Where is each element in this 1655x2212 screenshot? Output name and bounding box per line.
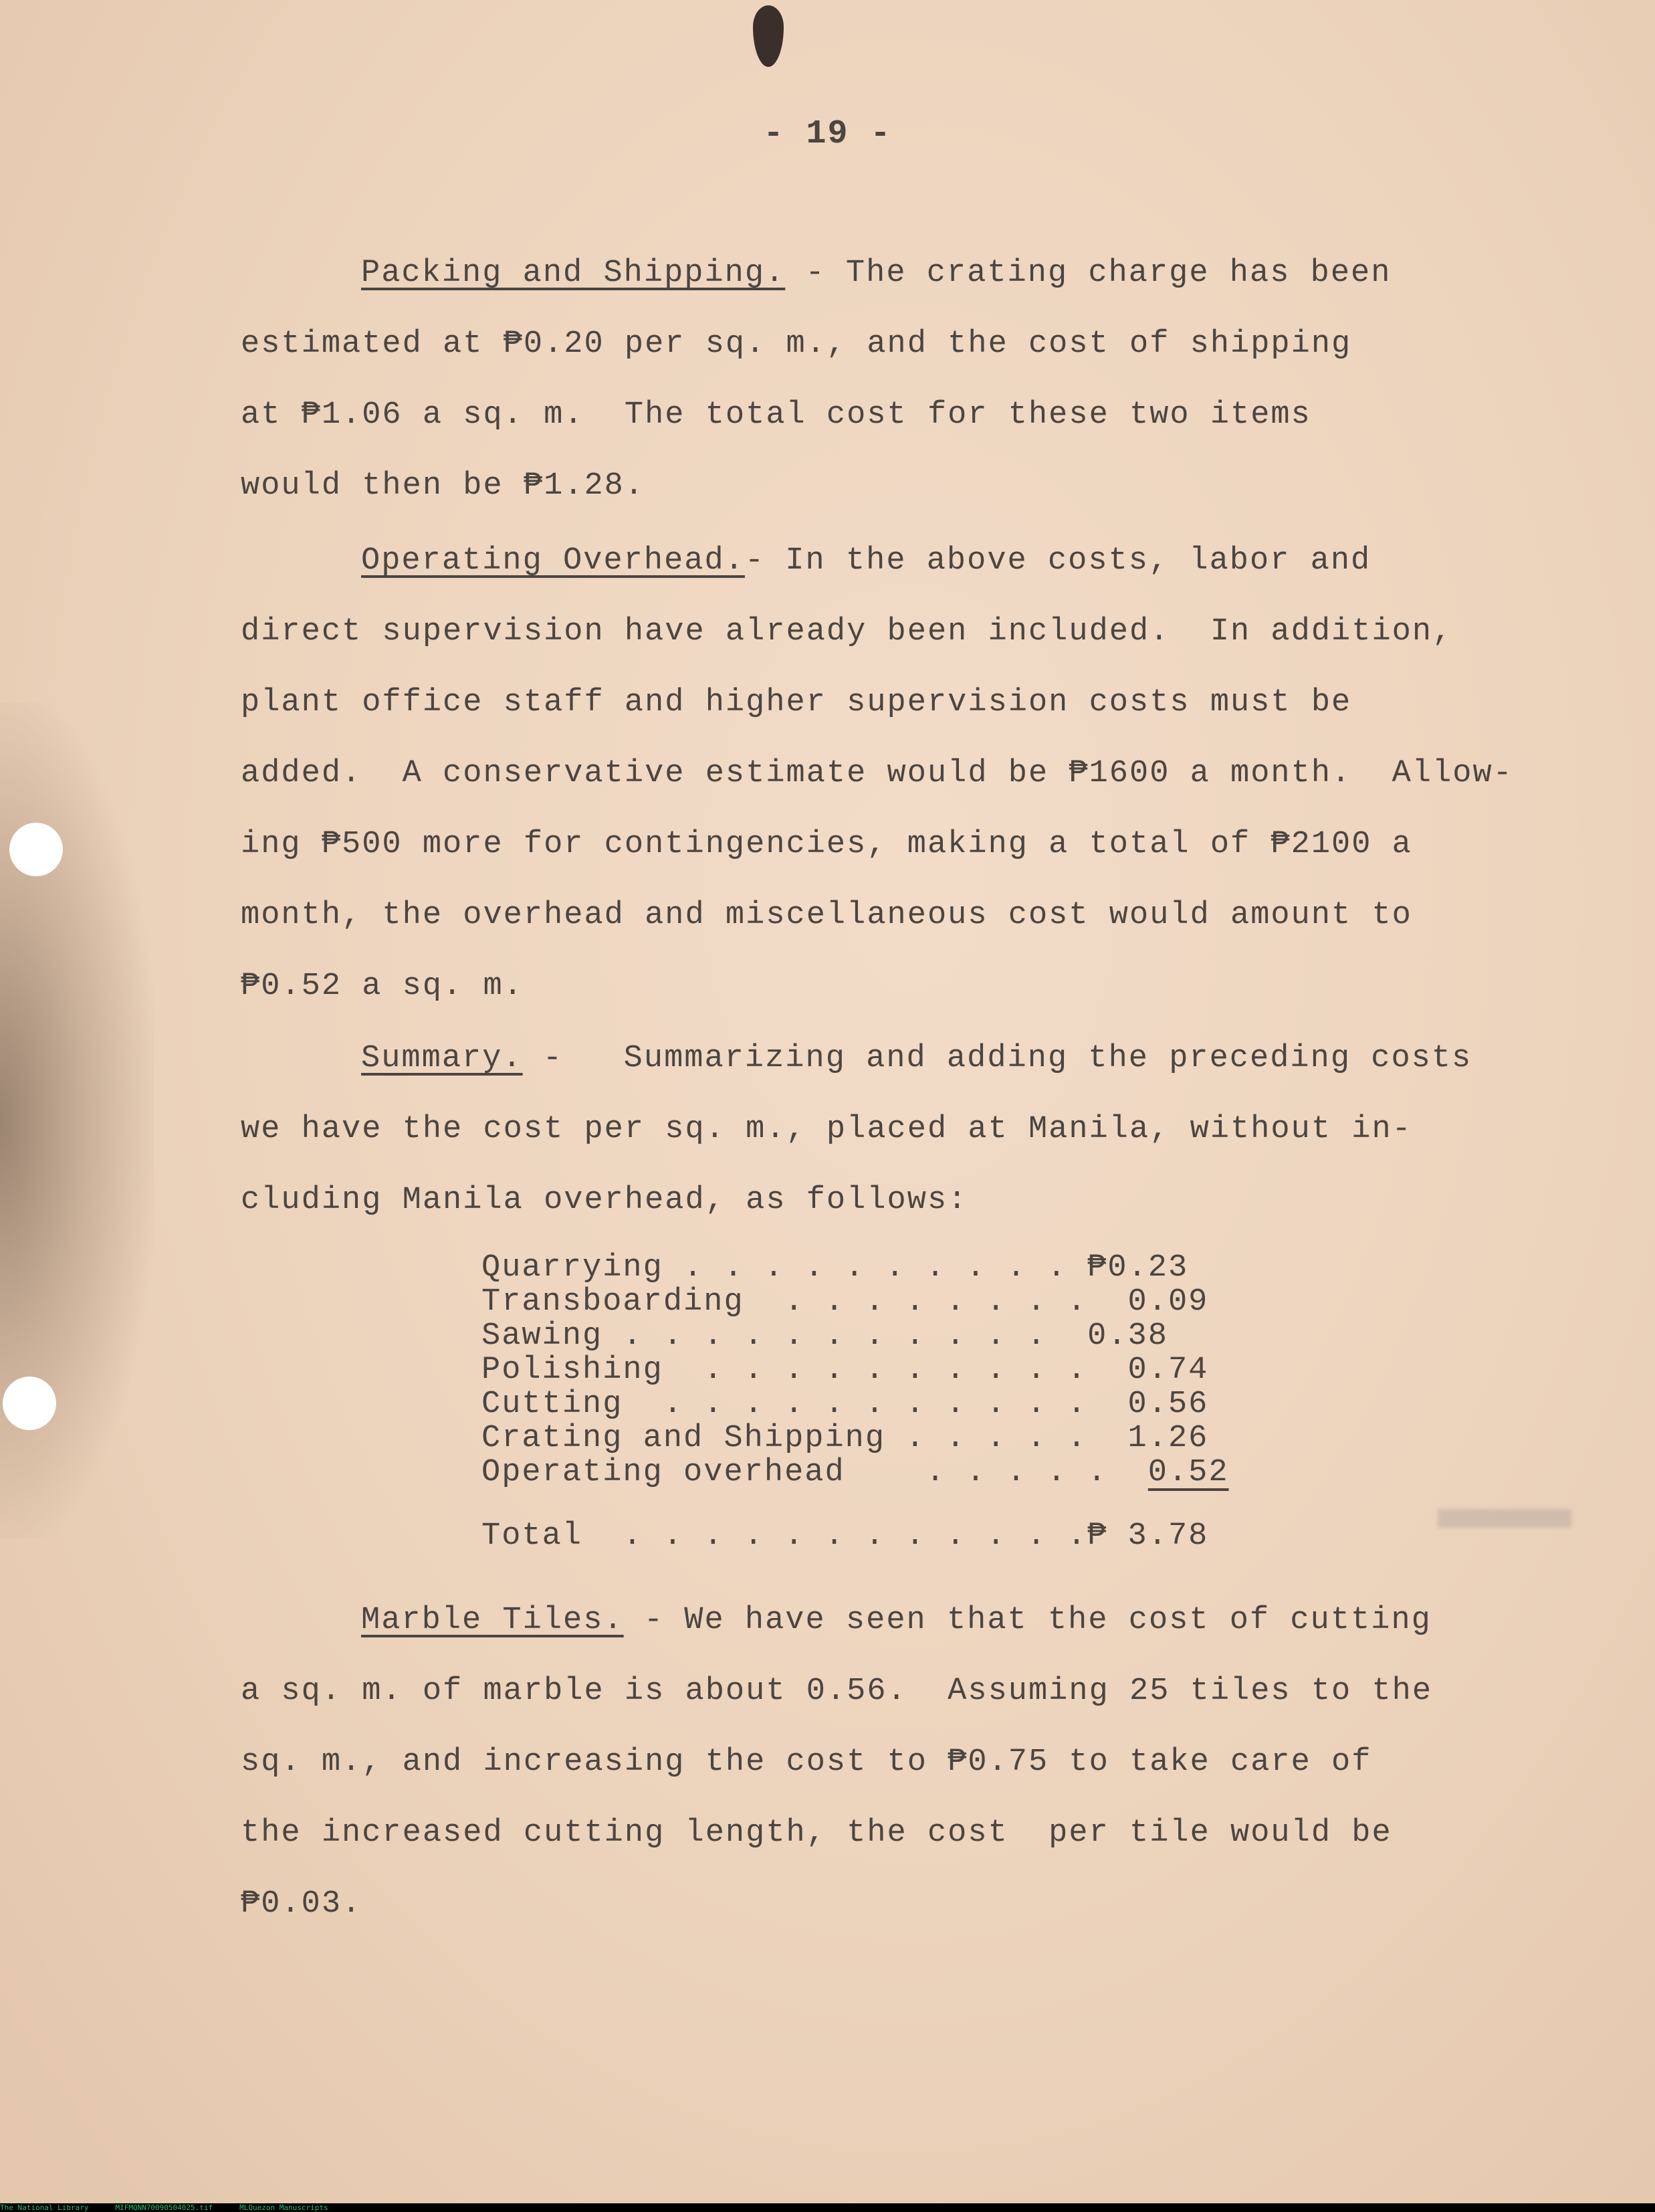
page-number: - 19 - <box>763 115 892 153</box>
footer-library: The National Library <box>0 2203 89 2212</box>
total-row <box>481 1519 1217 1553</box>
overhead-line: month, the overhead and miscellaneous cost would amount to <box>241 898 1412 933</box>
row-amount: 0.74 <box>1127 1352 1209 1388</box>
table-row: Operating overhead . . . . . 0.52 <box>481 1455 1229 1490</box>
summary-section <box>241 1023 1511 1236</box>
summary-line: cluding Manila overhead, as follows: <box>241 1183 968 1218</box>
row-amount: 0.52 <box>1147 1455 1229 1490</box>
row-amount: 1.26 <box>1127 1421 1209 1456</box>
tiles-line: the increased cutting length, the cost per tile would be <box>241 1815 1392 1851</box>
tiles-line: ₱0.03. <box>241 1886 362 1922</box>
packing-heading: Packing and Shipping. <box>361 256 786 291</box>
cost-table <box>481 1250 1229 1554</box>
summary-heading: Summary. <box>361 1041 523 1076</box>
packing-line: at ₱1.06 a sq. m. The total cost for these two items <box>241 397 1311 433</box>
paper-tear <box>753 5 784 67</box>
row-amount: ₱0.23 <box>1087 1250 1189 1286</box>
overhead-section <box>241 526 1511 1022</box>
table-row: Sawing . . . . . . . . . . . 0.38 <box>481 1318 1168 1354</box>
overhead-line: ₱0.52 a sq. m. <box>241 969 524 1004</box>
tiles-line: sq. m., and increasing the cost to ₱0.75 to take care of <box>241 1744 1372 1780</box>
packing-line: would then be ₱1.28. <box>241 468 645 504</box>
punch-hole <box>3 1377 56 1430</box>
overhead-heading: Operating Overhead. <box>361 543 745 579</box>
overhead-line: ing ₱500 more for contingencies, making a total of ₱2100 a <box>241 827 1412 862</box>
overhead-line: plant office staff and higher supervision costs must be <box>241 685 1352 720</box>
row-amount: 0.09 <box>1127 1284 1209 1320</box>
table-row: Cutting . . . . . . . . . . . 0.56 <box>481 1387 1209 1422</box>
overhead-line: Operating Overhead.- In the above costs, labor and <box>361 543 1371 579</box>
scan-footer <box>0 2203 1655 2212</box>
packing-line: estimated at ₱0.20 per sq. m., and the cost of shipping <box>241 326 1352 362</box>
faint-stamp <box>1438 1509 1571 1528</box>
tiles-heading: Marble Tiles. <box>361 1603 624 1638</box>
tiles-line: a sq. m. of marble is about 0.56. Assuming 25 tiles to the <box>241 1674 1433 1709</box>
punch-hole <box>9 823 63 876</box>
overhead-line: added. A conservative estimate would be ₱1600 a month. Allow- <box>241 756 1513 791</box>
tiles-section <box>241 1585 1511 1940</box>
packing-section <box>241 238 1511 522</box>
packing-line: Packing and Shipping. - The crating charge has been <box>361 256 1392 291</box>
tiles-line: Marble Tiles. - We have seen that the cost of cutting <box>361 1603 1432 1638</box>
footer-file: MIFMQNN70090504025.tif <box>115 2203 213 2212</box>
total-label: Total . . . . . . . . . . . . <box>481 1518 1088 1554</box>
summary-line: we have the cost per sq. m., placed at Manila, without in- <box>241 1112 1412 1147</box>
table-row: Quarrying . . . . . . . . . . ₱0.23 <box>481 1250 1189 1286</box>
summary-line: Summary. - Summarizing and adding the preceding costs <box>361 1041 1472 1076</box>
table-row: Polishing . . . . . . . . . . 0.74 <box>481 1352 1209 1388</box>
footer-collection: MLQuezon Manuscripts <box>239 2203 328 2212</box>
total-amount: ₱ 3.78 <box>1087 1518 1209 1554</box>
overhead-line: direct supervision have already been included. In addition, <box>241 614 1453 649</box>
row-amount: 0.38 <box>1087 1318 1168 1354</box>
table-row: Transboarding . . . . . . . . 0.09 <box>481 1284 1209 1320</box>
row-amount: 0.56 <box>1127 1387 1209 1422</box>
table-row: Crating and Shipping . . . . . 1.26 <box>481 1421 1209 1456</box>
